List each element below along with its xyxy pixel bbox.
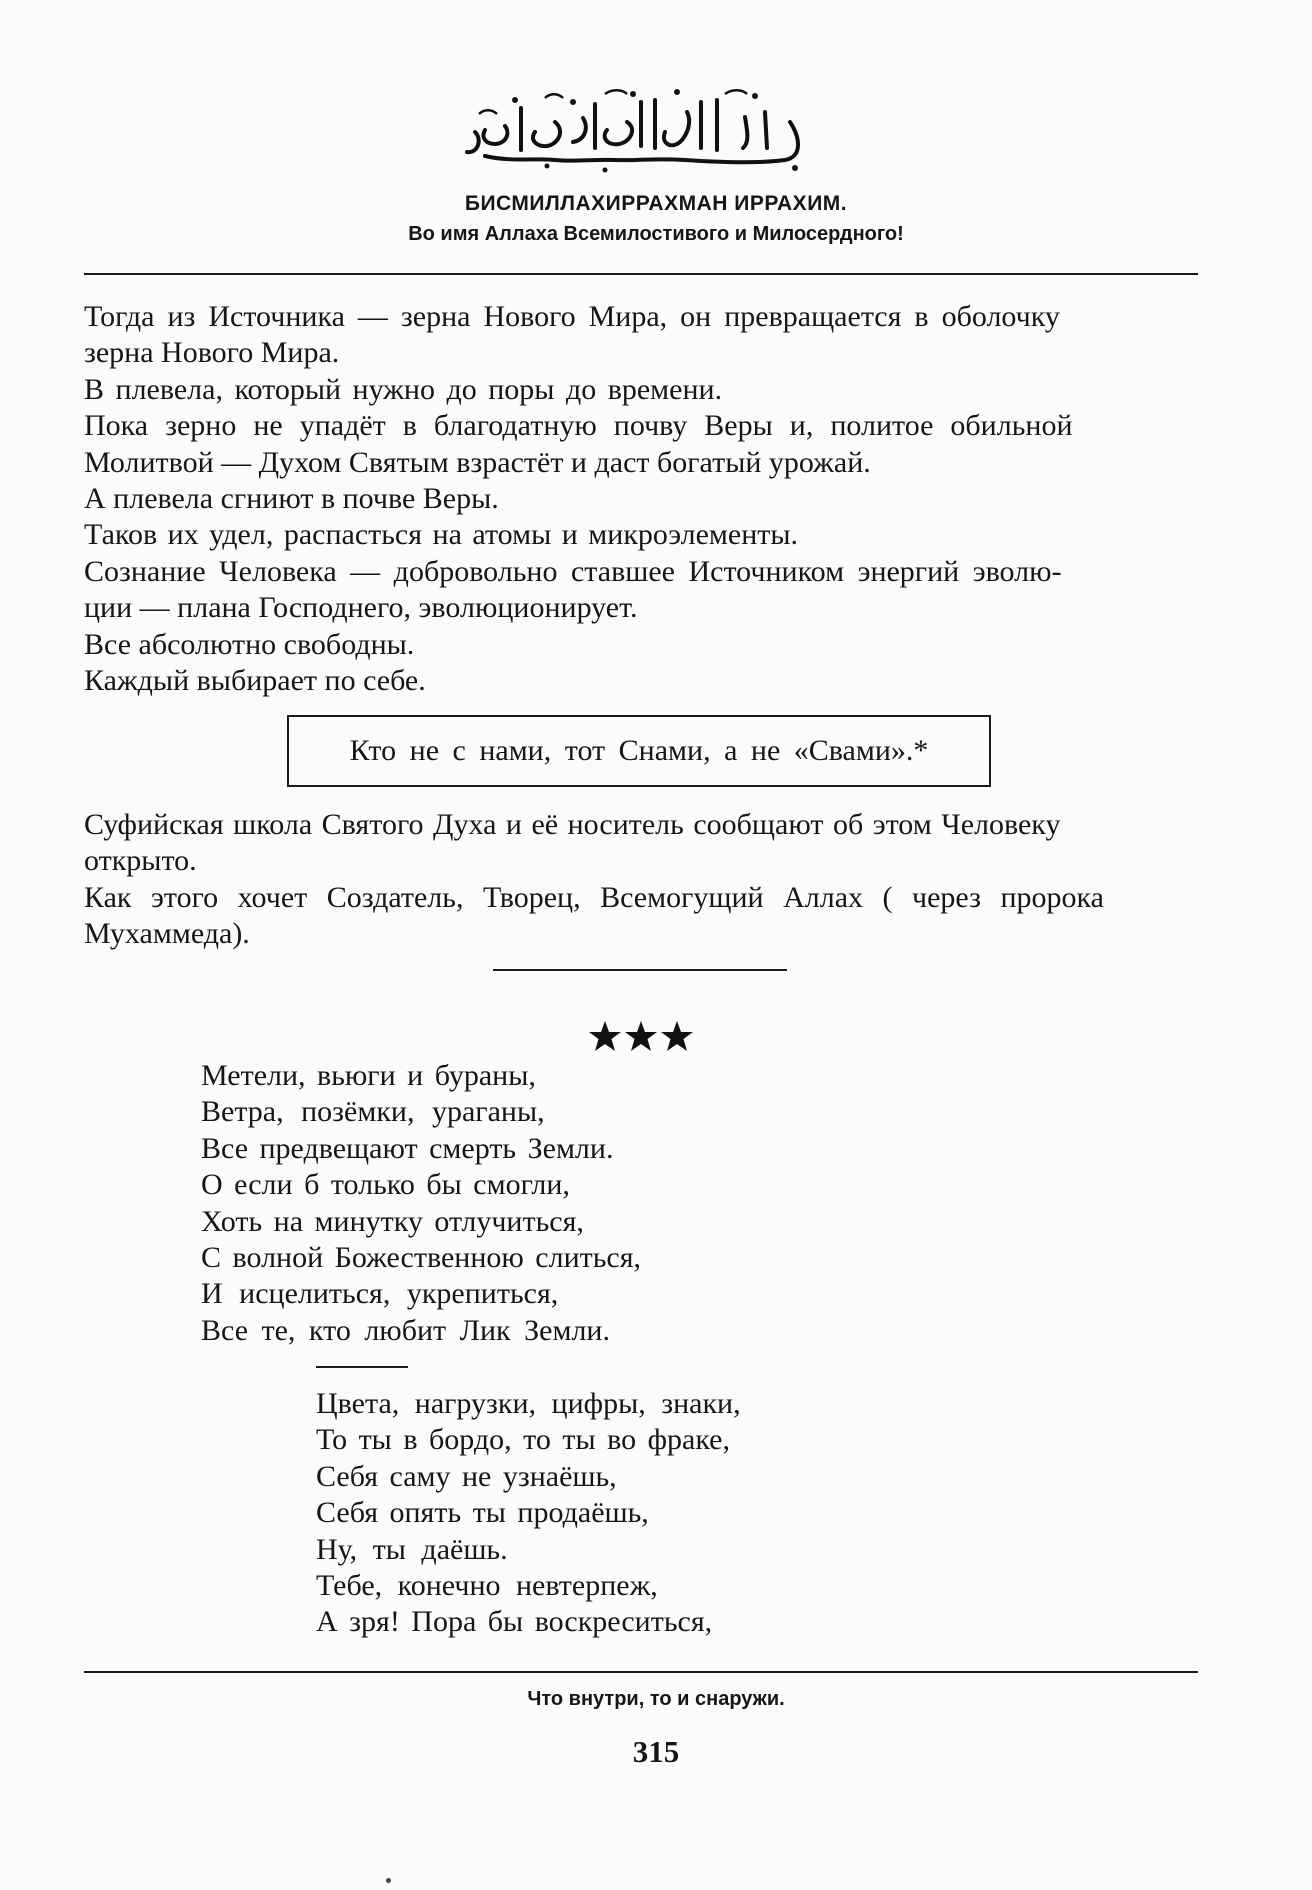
poem-line: Тебе, конечно невтерпеж, — [316, 1569, 658, 1603]
poem-line: Метели, вьюги и бураны, — [201, 1059, 536, 1092]
paragraph — [84, 299, 1198, 372]
text-line: Тогда из Источника — зерна Нового Мира, он превращается в оболочку — [84, 300, 1060, 333]
poem-line: Цвета, нагрузки, цифры, знаки, — [316, 1387, 741, 1420]
poem-line: То ты в бордо, то ты во фраке, — [316, 1423, 730, 1457]
paragraph — [84, 408, 1198, 481]
text-line: Мухаммеда). — [84, 917, 250, 951]
poem-stanza-2 — [316, 1386, 741, 1641]
paragraph — [84, 481, 1198, 517]
poem-line: С волной Божественною слиться, — [201, 1241, 642, 1275]
paragraph — [84, 554, 1198, 627]
scan-speck — [386, 1878, 391, 1883]
text-line: Как этого хочет Создатель, Творец, Всемогущий Аллах ( через пророка — [84, 880, 1104, 914]
text-line: зерна Нового Мира. — [84, 336, 340, 370]
text-line: Все абсолютно свободны. — [84, 627, 415, 661]
text-line: открыто. — [84, 844, 197, 878]
footer-divider — [84, 1671, 1198, 1673]
text-line: Пока зерно не упадёт в благодатную почву Веры и, политое обильной — [84, 409, 1073, 443]
poem-line: А зря! Пора бы воскреситься, — [316, 1605, 713, 1639]
paragraph — [84, 372, 1198, 408]
text-line: ции — плана Господнего, эволюционирует. — [84, 591, 638, 625]
poem-line: О если б только бы смогли, — [201, 1168, 570, 1202]
poem-line: Хоть на минутку отлучиться, — [201, 1204, 584, 1238]
poem-line: Все те, кто любит Лик Земли. — [201, 1313, 610, 1347]
paragraph — [84, 663, 1198, 699]
poem-line: Все предвещают смерть Земли. — [201, 1131, 614, 1165]
page-number: 315 — [632, 1734, 680, 1769]
header-subtitle: Во имя Аллаха Всемилостивого и Милосердного! — [408, 223, 904, 245]
header-divider — [84, 273, 1198, 275]
text-line: Каждый выбирает по себе. — [84, 664, 426, 698]
paragraph — [84, 807, 1198, 880]
text-line: В плевела, который нужно до поры до времени. — [84, 372, 723, 406]
poem-line: Ну, ты даёшь. — [316, 1532, 508, 1566]
poem-line: Ветра, позёмки, ураганы, — [201, 1095, 545, 1129]
text-line: А плевела сгниют в почве Веры. — [84, 482, 499, 516]
boxed-quote: Кто не с нами, тот Снами, а не «Свами».* — [287, 715, 991, 787]
bismillah-calligraphy — [455, 82, 825, 174]
poem-line: Себя опять ты продаёшь, — [316, 1496, 649, 1530]
text-line: Суфийская школа Святого Духа и её носитель сообщают об этом Человеку — [84, 808, 1061, 841]
paragraph — [84, 627, 1198, 663]
text-block-top — [84, 299, 1198, 699]
text-block-bottom — [84, 807, 1198, 953]
paragraph — [84, 880, 1198, 953]
three-stars-icon — [588, 1020, 694, 1054]
section-divider — [493, 969, 787, 971]
running-footer: Что внутри, то и снаружи. — [527, 1688, 785, 1710]
text-line: Молитвой — Духом Святым взрастёт и даст богатый урожай. — [84, 445, 871, 479]
paragraph — [84, 517, 1198, 553]
header-title: БИСМИЛЛАХИРРАХМАН ИРРАХИМ. — [464, 192, 848, 215]
poem-line: И исцелиться, укрепиться, — [201, 1277, 559, 1311]
poem-stanza-1 — [201, 1058, 641, 1349]
text-line: Таков их удел, распасться на атомы и микроэлементы. — [84, 518, 799, 552]
text-line: Сознание Человека — добровольно ставшее Источником энергий эволю- — [84, 554, 1062, 588]
stanza-divider — [316, 1366, 408, 1368]
poem-line: Себя саму не узнаёшь, — [316, 1459, 617, 1493]
